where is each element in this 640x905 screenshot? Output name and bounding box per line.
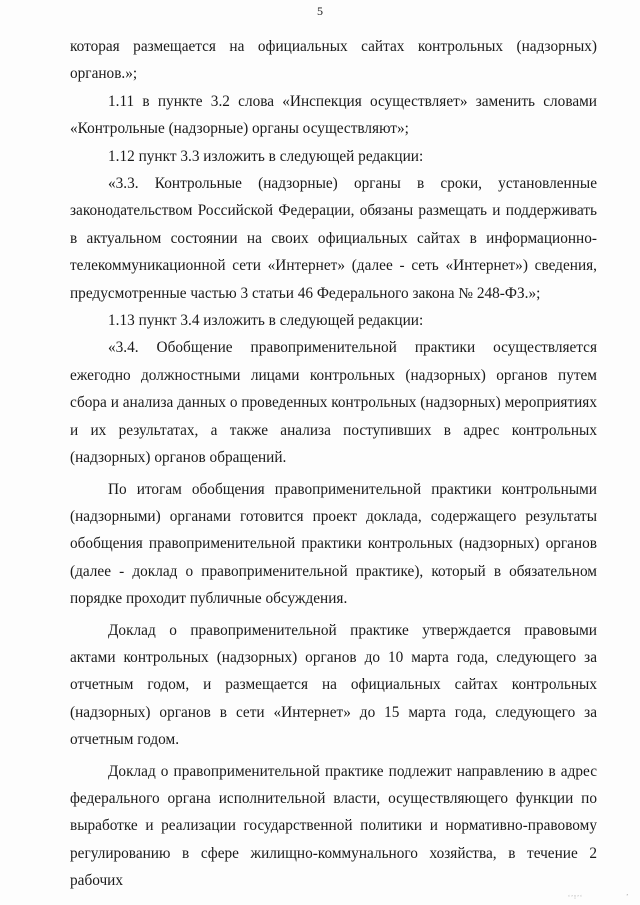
paragraph-1-13: 1.13 пункт 3.4 изложить в следующей редакции: <box>108 312 424 330</box>
paragraph-3-4: «3.4. Обобщение правоприменительной практики осуществляется ежегодно должностными лицами контрольных (надзорных) органов путем сбора и анализа данных о проведенных контрольных (надзорных) мероприятиях и их результатах, а также анализа поступивших в адрес контрольных (надзорных) органов обращений. <box>70 339 597 467</box>
paragraph-continuation: которая размещается на официальных сайтах контрольных (надзорных) органов.»; <box>70 38 597 83</box>
paragraph-submission: Доклад о правоприменительной практике подлежит направлению в адрес федерального органа исполнительной власти, осуществляющего функции по выработке и реализации государственной политики и нормативно-правовому регулированию в сфере жилищно-коммунального хозяйства, в течение 2 рабочих <box>70 762 597 890</box>
paragraph-results: По итогам обобщения правоприменительной практики контрольными (надзорными) органами готовится проект доклада, содержащего результаты обобщения правоприменительной практики контрольных (надзорных) органов (далее - доклад о правоприменительной практике), который в обязательном порядке проходит публичные обсуждения. <box>70 480 597 608</box>
page-number: 5 <box>317 4 323 18</box>
scan-artifact-mark: ‘’!’‘ <box>568 895 583 901</box>
paragraph-1-12: 1.12 пункт 3.3 изложить в следующей редакции: <box>108 147 424 165</box>
document-body <box>70 33 597 895</box>
paragraph-1-11: 1.11 в пункте 3.2 слова «Инспекция осуществляет» заменить словами «Контрольные (надзорные) органы осуществляют»; <box>70 92 597 138</box>
paragraph-approval: Доклад о правоприменительной практике утверждается правовыми актами контрольных (надзорных) органов до 10 марта года, следующего за отчетным годом, и размещается на официальных сайтах контрольных (надзорных) органов в сети «Интернет» до 15 марта года, следующего за отчетным годом. <box>70 621 597 749</box>
scan-artifact-mark-2: ’ <box>626 893 629 901</box>
paragraph-3-3: «3.3. Контрольные (надзорные) органы в сроки, установленные законодательством Российской Федерации, обязаны размещать и поддерживать в актуальном состоянии на своих официальных сайтах в информационно-телекоммуникационной сети «Интернет» (далее - сеть «Интернет») сведения, предусмотренные частью 3 статьи 46 Федерального закона № 248-ФЗ.»; <box>70 175 597 302</box>
